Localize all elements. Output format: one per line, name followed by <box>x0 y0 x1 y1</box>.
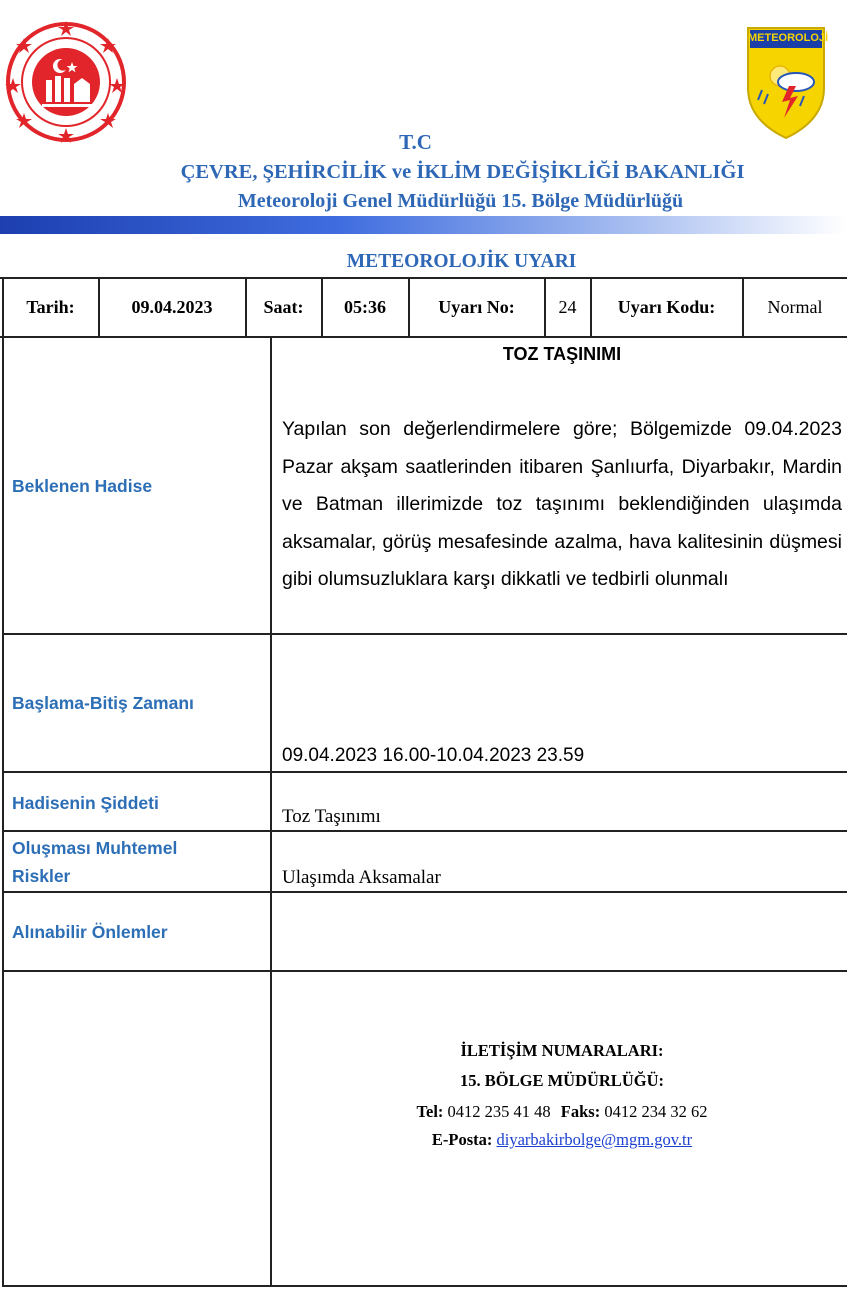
warning-code-label: Uyarı Kodu: <box>617 296 716 317</box>
email-label: E-Posta: <box>431 1130 493 1149</box>
meteoroloji-logo-text: METEOROLOJİ <box>748 32 829 44</box>
header-tc: T.C <box>399 130 432 154</box>
time-label: Saat: <box>263 296 304 317</box>
tel-value: 0412 235 41 48 <box>447 1102 551 1121</box>
fax-value: 0412 234 32 62 <box>604 1102 708 1121</box>
contact-office: 15. BÖLGE MÜDÜRLÜĞÜ: <box>460 1071 664 1090</box>
measures-label: Alınabilir Önlemler <box>12 922 168 942</box>
row-border <box>2 771 847 773</box>
severity-label: Hadisenin Şiddeti <box>12 793 159 813</box>
expected-event-title: TOZ TAŞINIMI <box>502 344 622 364</box>
header-directorate: Meteoroloji Genel Müdürlüğü 15. Bölge Müdürlüğü <box>237 190 684 212</box>
time-value: 05:36 <box>344 296 386 317</box>
row-border <box>2 891 847 893</box>
email-link[interactable]: diyarbakirbolge@mgm.gov.tr <box>496 1130 693 1149</box>
table-left-border <box>2 337 4 1287</box>
risks-label-line2: Riskler <box>12 866 71 886</box>
expected-event-label: Beklenen Hadise <box>12 476 153 496</box>
warning-no-label: Uyarı No: <box>438 296 515 317</box>
date-value: 09.04.2023 <box>131 296 213 317</box>
tel-label: Tel: <box>416 1102 444 1121</box>
contact-title: İLETİŞİM NUMARALARI: <box>460 1041 664 1060</box>
time-range-label: Başlama-Bitiş Zamanı <box>12 693 194 713</box>
header-ministry: ÇEVRE, ŞEHİRCİLİK ve İKLİM DEĞİŞİKLİĞİ BAKANLIĞI <box>180 161 745 183</box>
row-border <box>2 1285 847 1287</box>
info-row-bottom-border <box>0 336 847 338</box>
expected-event-text: Yapılan son değerlendirmelere göre; Bölgemizde 09.04.2023 Pazar akşam saatlerinden itibaren Şanlıurfa, Diyarbakır, Mardin ve Batman illerimizde toz taşınımı beklendiğinden ulaşımda aksamalar, görüş mesafesinde azalma, hava kalitesinin düşmesi gibi olumsuzluklara karşı dikkatli ve tedbirli olunmalı <box>282 418 842 590</box>
row-border <box>2 830 847 832</box>
time-range-value: 09.04.2023 16.00-10.04.2023 23.59 <box>282 745 585 766</box>
ministry-logo <box>2 18 130 146</box>
page-title: METEOROLOJİK UYARI <box>346 251 577 272</box>
risks-value: Ulaşımda Aksamalar <box>282 867 441 888</box>
header-divider-bar <box>0 216 847 234</box>
contact-email-line <box>282 1130 842 1150</box>
row-border <box>2 970 847 972</box>
meteoroloji-logo <box>744 24 828 140</box>
severity-value: Toz Taşınımı <box>282 806 381 827</box>
table-middle-border <box>270 337 272 1287</box>
fax-label: Faks: <box>560 1102 601 1121</box>
date-label: Tarih: <box>26 296 75 317</box>
row-border <box>2 633 847 635</box>
warning-code-value: Normal <box>767 296 823 317</box>
warning-no-value: 24 <box>558 296 577 317</box>
contact-phone-line <box>282 1102 842 1122</box>
risks-label-line1: Oluşması Muhtemel <box>12 838 178 858</box>
